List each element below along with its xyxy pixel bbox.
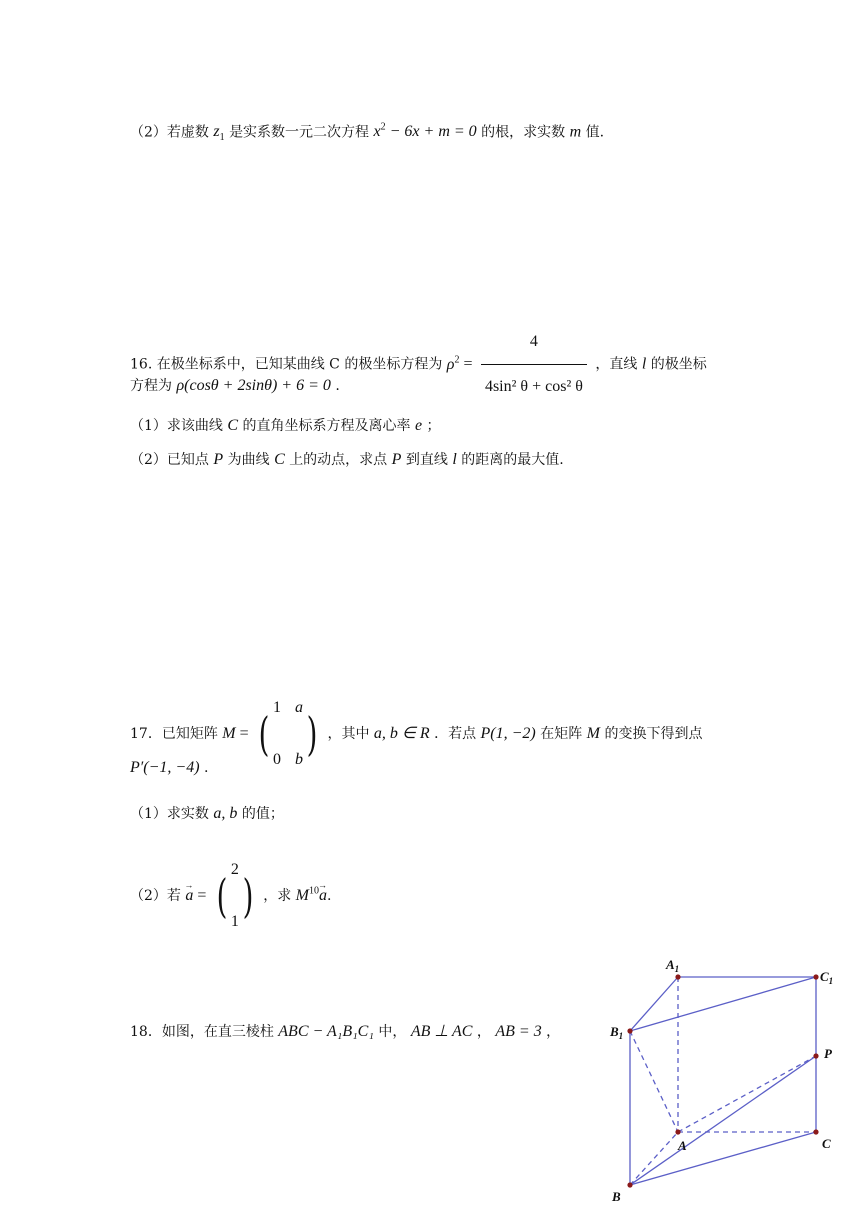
point-A [675,1129,680,1134]
C-var: C [227,417,239,434]
text: 的极坐标 [650,356,707,373]
vector-a: → a [319,872,327,920]
edge-B1A1 [630,977,678,1031]
label-A: A [678,1138,687,1153]
line-polar-equation: ρ(cosθ + 2sinθ) + 6 = 0 [176,377,331,394]
label-B1: $B_1$ [610,1024,624,1041]
prism-name: ABC − A₁B₁C₁ [278,1023,374,1040]
text: （2）若虚数 [130,124,209,141]
z1-var: $z_1$ [213,123,225,144]
text: 的根，求实数 [481,124,566,141]
label-C: C [822,1136,831,1151]
text: 17．已知矩阵 [130,726,218,742]
edge-BC [630,1132,816,1185]
M-var: M [586,725,600,742]
text: ， [546,1024,561,1040]
label-P: P [824,1046,832,1061]
C-var: C [274,451,285,468]
M-power: $M^{10}$ [295,885,319,904]
label-A1: $A_1$ [666,957,680,974]
text: 18．如图，在直三棱柱 [130,1024,274,1040]
text: 的距离的最大值. [461,452,564,468]
segment-AP [678,1056,816,1132]
edge-B1C1 [630,977,816,1031]
problem17-line1 [130,684,702,784]
problem15-part2 [130,118,604,149]
column-vector: ( 2 1 ) [216,861,254,930]
point-C [813,1129,818,1134]
text: ，直线 [595,356,638,373]
problem17-line2 [130,758,208,778]
text: 上的动点，求点 [289,452,388,468]
matrix-M: ( 1 a 0 b ) [258,699,318,768]
point-B1 [627,1028,632,1033]
point-P: P(1, −2) [480,725,536,742]
m-var: m [569,123,582,141]
text: ，其中 [327,726,370,742]
perpendicular-relation: AB ⊥ AC [410,1023,473,1040]
text: . [203,760,209,776]
label-B: B [612,1189,621,1204]
problem18-line1 [130,1022,560,1042]
problem16-line2 [130,376,340,396]
quadratic-equation: $x^2 - 6x + m = 0$ [373,122,477,141]
text: 在矩阵 [540,726,583,742]
text: ，求 [263,888,292,904]
text: （2）已知点 [130,452,209,468]
equals: = [235,725,249,742]
label-C1: $C_1$ [820,969,834,986]
point-P [813,1053,818,1058]
text: 方程为 [130,378,172,394]
P-var: P [391,451,402,468]
point-B [627,1182,632,1187]
prism-figure [600,952,840,1206]
rho-squared: $\rho^2$ [446,354,460,373]
l-var: l [641,355,647,373]
text: ； [426,418,441,434]
polar-fraction: $\frac{4}{\text{4sin² θ + cos² θ}}$ [481,322,587,407]
text: 值. [585,124,605,141]
vector-a: → a [185,872,193,920]
text: （1）求该曲线 [130,418,223,434]
segment-B1A [630,1031,678,1132]
segment-BP [630,1056,816,1185]
text: . [327,888,332,904]
text: 是实系数一元二次方程 [229,124,370,141]
point-C1 [813,974,818,979]
text: . [335,378,340,394]
text: （1）求实数 [130,806,209,822]
problem16-part2 [130,450,564,470]
edge-AB [630,1132,678,1185]
equals: = [459,355,473,373]
problem17-part1 [130,804,284,824]
text: 为曲线 [227,452,270,468]
text: 的变换下得到点 [604,726,703,742]
l-var: l [452,451,457,468]
text: 16. 在极坐标系中，已知某曲线 C 的极坐标方程为 [130,356,443,373]
text: （2）若 [130,888,181,904]
text: ， [476,1024,491,1040]
text: ．若点 [434,726,477,742]
point-P-prime: P′(−1, −4) [130,759,200,776]
text: 中， [378,1024,407,1040]
text: 的值； [241,806,284,822]
text: 到直线 [405,452,448,468]
ab-length: AB = 3 [495,1023,542,1040]
M-var: M [222,725,236,742]
problem17-part2 [130,846,331,946]
problem16-part1 [130,416,441,436]
e-var: e [414,417,423,434]
text: 的直角坐标系方程及离心率 [242,418,411,434]
equals: = [193,887,207,904]
ab-vars: a, b [213,805,238,822]
P-var: P [213,451,224,468]
ab-in-R: a, b ∈ R [373,725,430,742]
point-A1 [675,974,680,979]
